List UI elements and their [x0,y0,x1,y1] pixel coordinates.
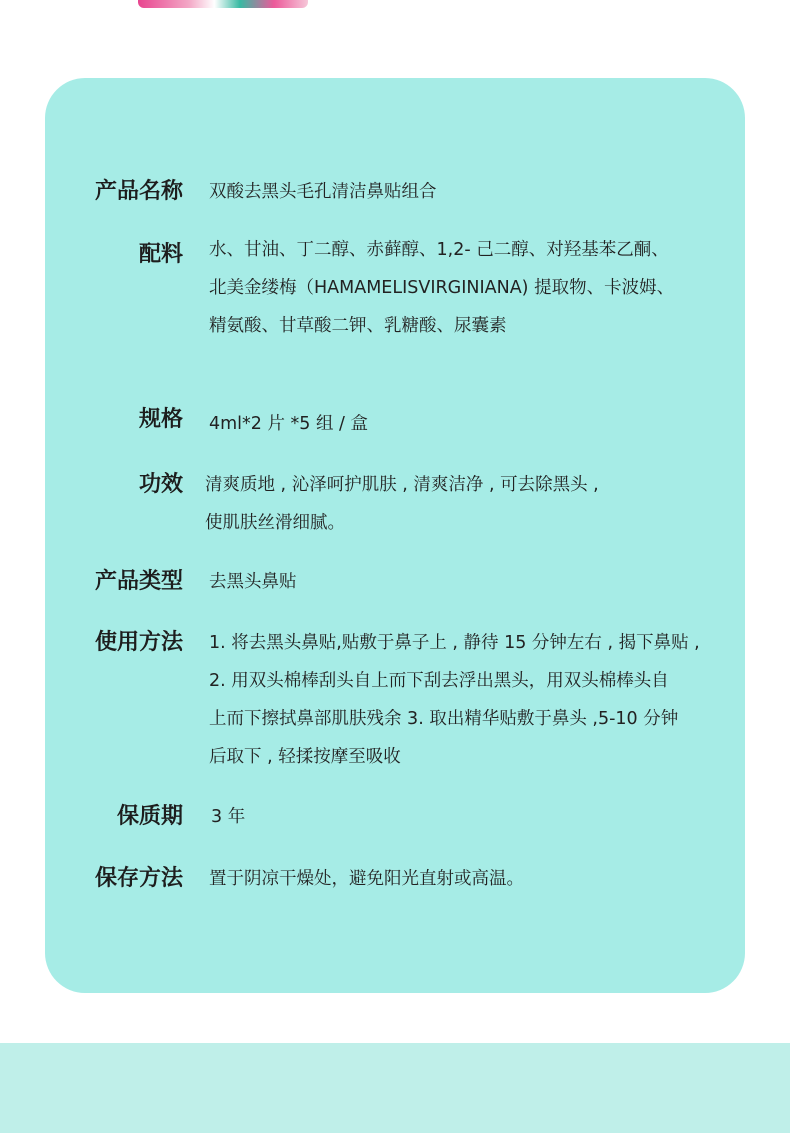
row-label: 产品类型 [94,569,183,594]
row-value [211,798,721,836]
value-line: 后取下 , 轻揉按摩至吸收 [209,747,401,767]
value-line: 使肌肤丝滑细腻。 [205,513,345,533]
row-value [209,860,719,898]
row-label: 使用方法 [94,630,183,655]
bottom-band [0,1043,790,1133]
product-image-corner [138,0,308,8]
row-label: 规格 [138,407,183,432]
row-value [209,231,719,345]
row-value [209,173,719,211]
product-info-card [45,78,745,993]
value-line: 2. 用双头棉棒刮头自上而下刮去浮出黑头，用双头棉棒头自 [209,671,669,691]
row-label: 产品名称 [94,179,183,204]
value-line: 水、甘油、丁二醇、赤藓醇、1,2- 己二醇、对羟基苯乙酮、 [209,240,669,260]
row-value [205,466,715,542]
value-line: 去黑头鼻贴 [209,572,297,592]
value-line: 北美金缕梅（HAMAMELISVIRGINIANA) 提取物、卡波姆、 [209,278,675,298]
row-label: 保存方法 [94,866,183,891]
value-line: 清爽质地 , 沁泽呵护肌肤 , 清爽洁净 , 可去除黑头 , [205,475,599,495]
row-label: 保质期 [116,804,183,829]
value-line: 1. 将去黑头鼻贴,贴敷于鼻子上 , 静待 15 分钟左右 , 揭下鼻贴 , [209,633,700,653]
value-line: 双酸去黑头毛孔清洁鼻贴组合 [209,182,437,202]
value-line: 4ml*2 片 *5 组 / 盒 [209,414,369,434]
row-value [209,405,719,443]
value-line: 3 年 [211,807,246,827]
value-line: 置于阴凉干燥处，避免阳光直射或高温。 [209,869,524,889]
row-value [209,563,719,601]
row-label: 功效 [138,472,183,497]
value-line: 精氨酸、甘草酸二钾、乳糖酸、尿囊素 [209,316,507,336]
row-label: 配料 [138,242,183,267]
value-line: 上而下擦拭鼻部肌肤残余 3. 取出精华贴敷于鼻头 ,5-10 分钟 [209,709,679,729]
row-value [209,624,719,776]
